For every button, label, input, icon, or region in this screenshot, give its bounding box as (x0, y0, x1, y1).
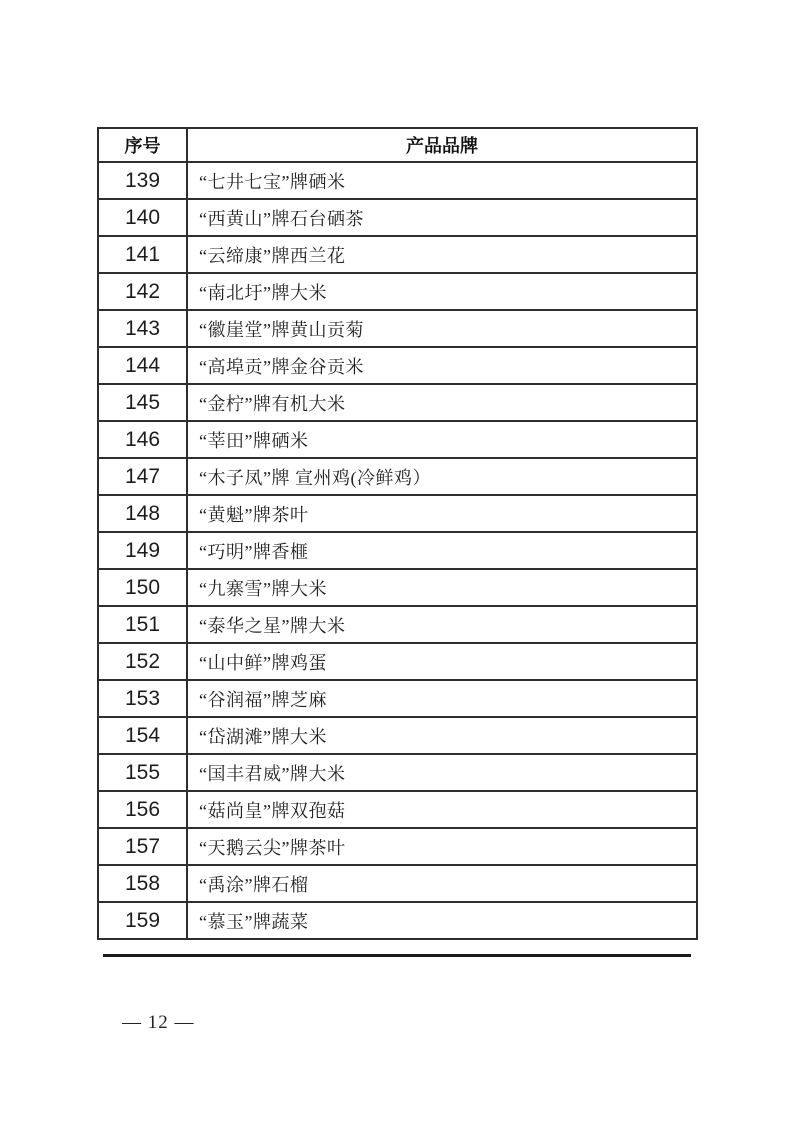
product-brand-table (97, 127, 698, 940)
table-row (98, 606, 697, 643)
table-row (98, 273, 697, 310)
brand-name-cell: “七井七宝”牌硒米 (187, 162, 697, 199)
table-row (98, 162, 697, 199)
header-cell-product-brand: 产品品牌 (187, 128, 697, 162)
row-number-cell: 149 (98, 532, 187, 569)
table-header-row (98, 128, 697, 162)
brand-name-cell: “山中鲜”牌鸡蛋 (187, 643, 697, 680)
brand-name-cell: “金柠”牌有机大米 (187, 384, 697, 421)
row-number-cell: 145 (98, 384, 187, 421)
row-number-cell: 159 (98, 902, 187, 939)
footer-rule (103, 954, 691, 957)
table-row (98, 791, 697, 828)
row-number-cell: 140 (98, 199, 187, 236)
header-cell-serial-number: 序号 (98, 128, 187, 162)
brand-name-cell: “南北圩”牌大米 (187, 273, 697, 310)
table-row (98, 199, 697, 236)
brand-name-cell: “徽崖堂”牌黄山贡菊 (187, 310, 697, 347)
table-header (98, 128, 697, 162)
row-number-cell: 139 (98, 162, 187, 199)
table-row (98, 828, 697, 865)
table-row (98, 421, 697, 458)
row-number-cell: 142 (98, 273, 187, 310)
brand-name-cell: “云缔康”牌西兰花 (187, 236, 697, 273)
row-number-cell: 148 (98, 495, 187, 532)
brand-name-cell: “泰华之星”牌大米 (187, 606, 697, 643)
brand-name-cell: “九寨雪”牌大米 (187, 569, 697, 606)
brand-name-cell: “莘田”牌硒米 (187, 421, 697, 458)
row-number-cell: 151 (98, 606, 187, 643)
row-number-cell: 141 (98, 236, 187, 273)
row-number-cell: 150 (98, 569, 187, 606)
brand-name-cell: “木子凤”牌 宣州鸡(冷鲜鸡） (187, 458, 697, 495)
row-number-cell: 144 (98, 347, 187, 384)
row-number-cell: 147 (98, 458, 187, 495)
row-number-cell: 155 (98, 754, 187, 791)
brand-name-cell: “菇尚皇”牌双孢菇 (187, 791, 697, 828)
table-row (98, 347, 697, 384)
brand-name-cell: “国丰君威”牌大米 (187, 754, 697, 791)
row-number-cell: 143 (98, 310, 187, 347)
table-row (98, 717, 697, 754)
table-row (98, 495, 697, 532)
row-number-cell: 158 (98, 865, 187, 902)
row-number-cell: 157 (98, 828, 187, 865)
table-row (98, 754, 697, 791)
brand-name-cell: “天鹅云尖”牌茶叶 (187, 828, 697, 865)
brand-name-cell: “巧明”牌香榧 (187, 532, 697, 569)
table-row (98, 902, 697, 939)
table-row (98, 569, 697, 606)
brand-name-cell: “西黄山”牌石台硒茶 (187, 199, 697, 236)
row-number-cell: 154 (98, 717, 187, 754)
table-row (98, 236, 697, 273)
row-number-cell: 152 (98, 643, 187, 680)
table-row (98, 310, 697, 347)
row-number-cell: 146 (98, 421, 187, 458)
brand-name-cell: “高埠贡”牌金谷贡米 (187, 347, 697, 384)
table-row (98, 384, 697, 421)
table-row (98, 532, 697, 569)
table-row (98, 680, 697, 717)
row-number-cell: 156 (98, 791, 187, 828)
brand-name-cell: “谷润福”牌芝麻 (187, 680, 697, 717)
page-number: — 12 — (122, 1012, 195, 1033)
table-row (98, 643, 697, 680)
brand-name-cell: “禹涂”牌石榴 (187, 865, 697, 902)
brand-name-cell: “岱湖滩”牌大米 (187, 717, 697, 754)
table-row (98, 458, 697, 495)
table-body (98, 162, 697, 939)
row-number-cell: 153 (98, 680, 187, 717)
table-row (98, 865, 697, 902)
brand-name-cell: “慕玉”牌蔬菜 (187, 902, 697, 939)
brand-name-cell: “黄魁”牌茶叶 (187, 495, 697, 532)
